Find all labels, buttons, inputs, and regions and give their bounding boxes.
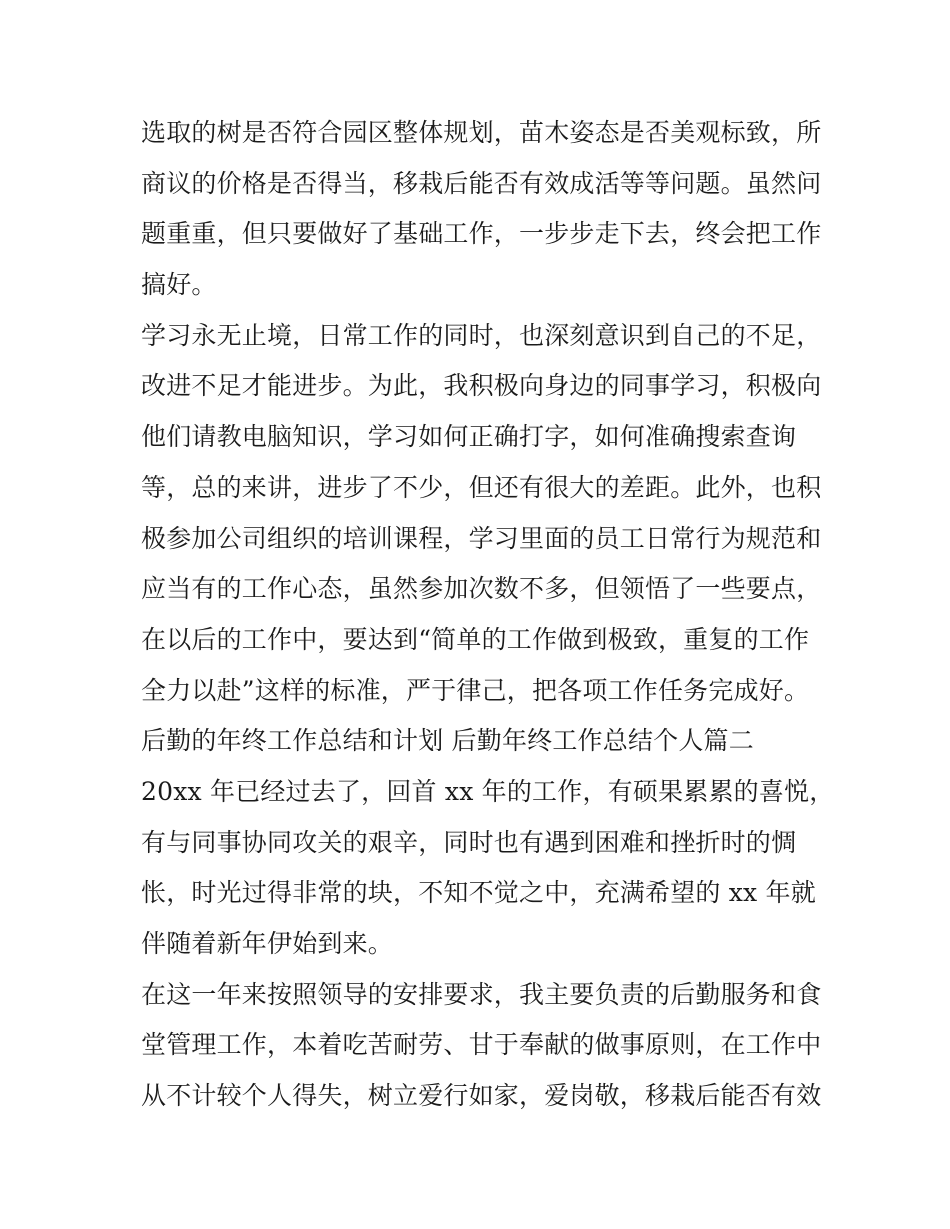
document-body bbox=[141, 108, 835, 1122]
text-line: 等，总的来讲，进步了不少，但还有很大的差距。此外，也积 bbox=[141, 472, 822, 502]
text-line: 学习永无止境，日常工作的同时，也深刻意识到自己的不足， bbox=[141, 320, 822, 350]
text-line: 在这一年来按照领导的安排要求，我主要负责的后勤服务和食 bbox=[141, 979, 822, 1009]
text-line: 有与同事协同攻关的艰辛，同时也有遇到困难和挫折时的惆 bbox=[141, 827, 797, 857]
text-line: 商议的价格是否得当，移栽后能否有效成活等等问题。虽然问 bbox=[141, 168, 822, 198]
text-line: 从不计较个人得失，树立爱行如家，爱岗敬，移栽后能否有效 bbox=[141, 1081, 822, 1111]
text-line: 搞好。 bbox=[141, 270, 217, 300]
text-line: 伴随着新年伊始到来。 bbox=[141, 929, 394, 958]
section-heading: 后勤的年终工作总结和计划 后勤年终工作总结个人篇二 bbox=[141, 726, 754, 756]
text-line: 题重重，但只要做好了基础工作，一步步走下去，终会把工作 bbox=[141, 219, 822, 249]
text-line: 选取的树是否符合园区整体规划，苗木姿态是否美观标致，所 bbox=[141, 118, 822, 147]
text-line: 他们请教电脑知识，学习如何正确打字，如何准确搜索查询 bbox=[141, 422, 797, 452]
text-line: 20xx 年已经过去了，回首 xx 年的工作，有硕果累累的喜悦， bbox=[141, 776, 835, 806]
text-line: 怅，时光过得非常的块，不知不觉之中，充满希望的 xx 年就 bbox=[141, 878, 816, 908]
text-line: 堂管理工作，本着吃苦耐劳、甘于奉献的做事原则，在工作中 bbox=[141, 1030, 822, 1060]
text-line: 应当有的工作心态，虽然参加次数不多，但领悟了一些要点， bbox=[141, 574, 822, 604]
text-line: 极参加公司组织的培训课程，学习里面的员工日常行为规范和 bbox=[141, 523, 822, 553]
text-line: 全力以赴”这样的标准，严于律己，把各项工作任务完成好。 bbox=[141, 675, 810, 705]
text-line: 改进不足才能进步。为此，我积极向身边的同事学习，积极向 bbox=[141, 371, 822, 401]
text-line: 在以后的工作中，要达到“简单的工作做到极致，重复的工作 bbox=[141, 624, 810, 654]
